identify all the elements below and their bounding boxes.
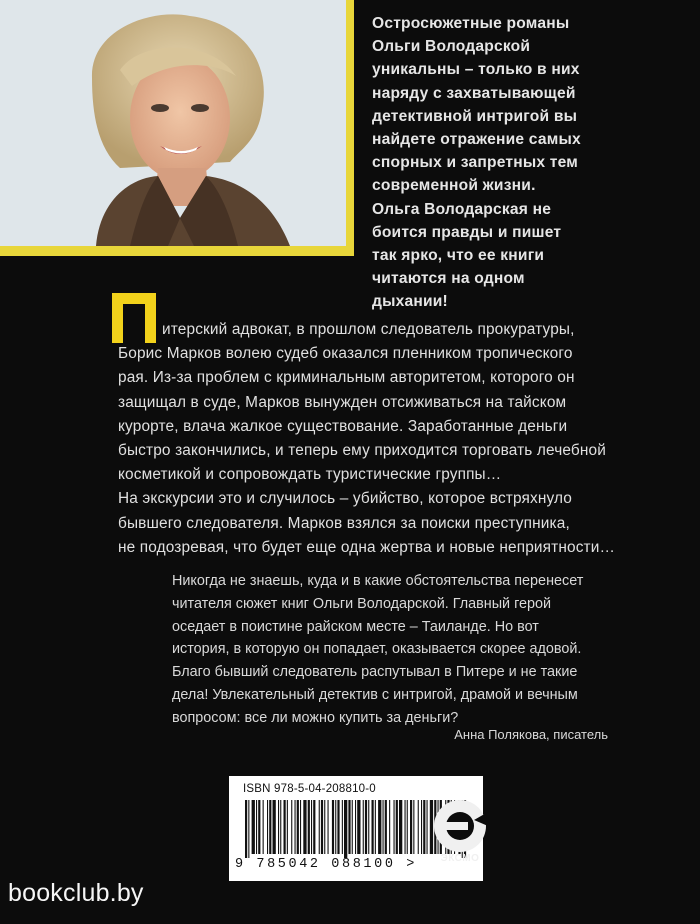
review-line: читателя сюжет книг Ольги Володарской. Главный герой xyxy=(172,595,552,612)
bio-line: уникальны – только в них xyxy=(372,61,580,79)
review-line: Благо бывший следователь распутывал в Питере и не такие xyxy=(172,664,578,681)
isbn-text: ISBN 978-5-04-208810-0 xyxy=(243,783,376,795)
synopsis-line: Борис Марков волею судеб оказался пленником тропического xyxy=(118,345,573,363)
author-portrait-image xyxy=(0,0,346,246)
bio-line: боится правды и пишет xyxy=(372,223,562,241)
bio-line: Ольга Володарская не xyxy=(372,200,552,218)
synopsis-line: защищал в суде, Марков вынужден отсиживаться на тайском xyxy=(118,393,567,411)
synopsis-line: бывшего следователя. Марков взялся за поиски преступника, xyxy=(118,514,570,532)
photo-frame xyxy=(0,0,354,256)
synopsis-line: косметикой и сопровождать туристические группы… xyxy=(118,466,502,484)
publisher-name: ЭКСМО xyxy=(440,853,480,864)
bio-line: читаются на одном xyxy=(372,270,525,288)
author-bio xyxy=(372,12,692,314)
bio-line: современной жизни. xyxy=(372,177,536,195)
review-quote xyxy=(172,570,692,730)
bio-line: спорных и запретных тем xyxy=(372,154,579,172)
synopsis xyxy=(118,318,698,560)
review-author: Анна Полякова, писатель xyxy=(454,727,608,742)
bio-line: найдете отражение самых xyxy=(372,131,581,149)
bio-line: Ольги Володарской xyxy=(372,38,531,56)
synopsis-line: не подозревая, что будет еще одна жертва и новые неприятности… xyxy=(118,538,616,556)
bio-line: наряду с захватывающей xyxy=(372,84,576,102)
barcode-digits: 9 785042 088100 > xyxy=(235,857,417,872)
review-line: дела! Увлекательный детектив с интригой, драмой и вечным xyxy=(172,686,578,703)
synopsis-line: быстро закончились, и теперь ему приходится торговать лечебной xyxy=(118,442,606,460)
review-line: оседает в поистине райском месте – Таиланде. Но вот xyxy=(172,618,539,635)
eksmo-logo-icon xyxy=(430,780,490,880)
bio-line: дыхании! xyxy=(372,293,448,311)
review-line: вопросом: все ли можно купить за деньги? xyxy=(172,709,459,726)
site-watermark: bookclub.by xyxy=(8,879,144,907)
synopsis-line: На экскурсии это и случилось – убийство, которое встряхнуло xyxy=(118,490,573,508)
synopsis-line: рая. Из-за проблем с криминальным авторитетом, которого он xyxy=(118,369,575,387)
synopsis-line xyxy=(118,318,698,342)
bio-line: детективной интригой вы xyxy=(372,107,578,125)
bio-line: так ярко, что ее книги xyxy=(372,247,545,265)
author-photo xyxy=(0,0,346,246)
review-line: история, в которую он попадает, оказывается скорее адовой. xyxy=(172,641,582,658)
synopsis-line-text: итерский адвокат, в прошлом следователь прокуратуры, xyxy=(162,321,575,338)
bio-line: Остросюжетные романы xyxy=(372,15,570,32)
synopsis-line: курорте, влача жалкое существование. Заработанные деньги xyxy=(118,417,568,435)
review-line: Никогда не знаешь, куда и в какие обстоятельства перенесет xyxy=(172,573,584,589)
